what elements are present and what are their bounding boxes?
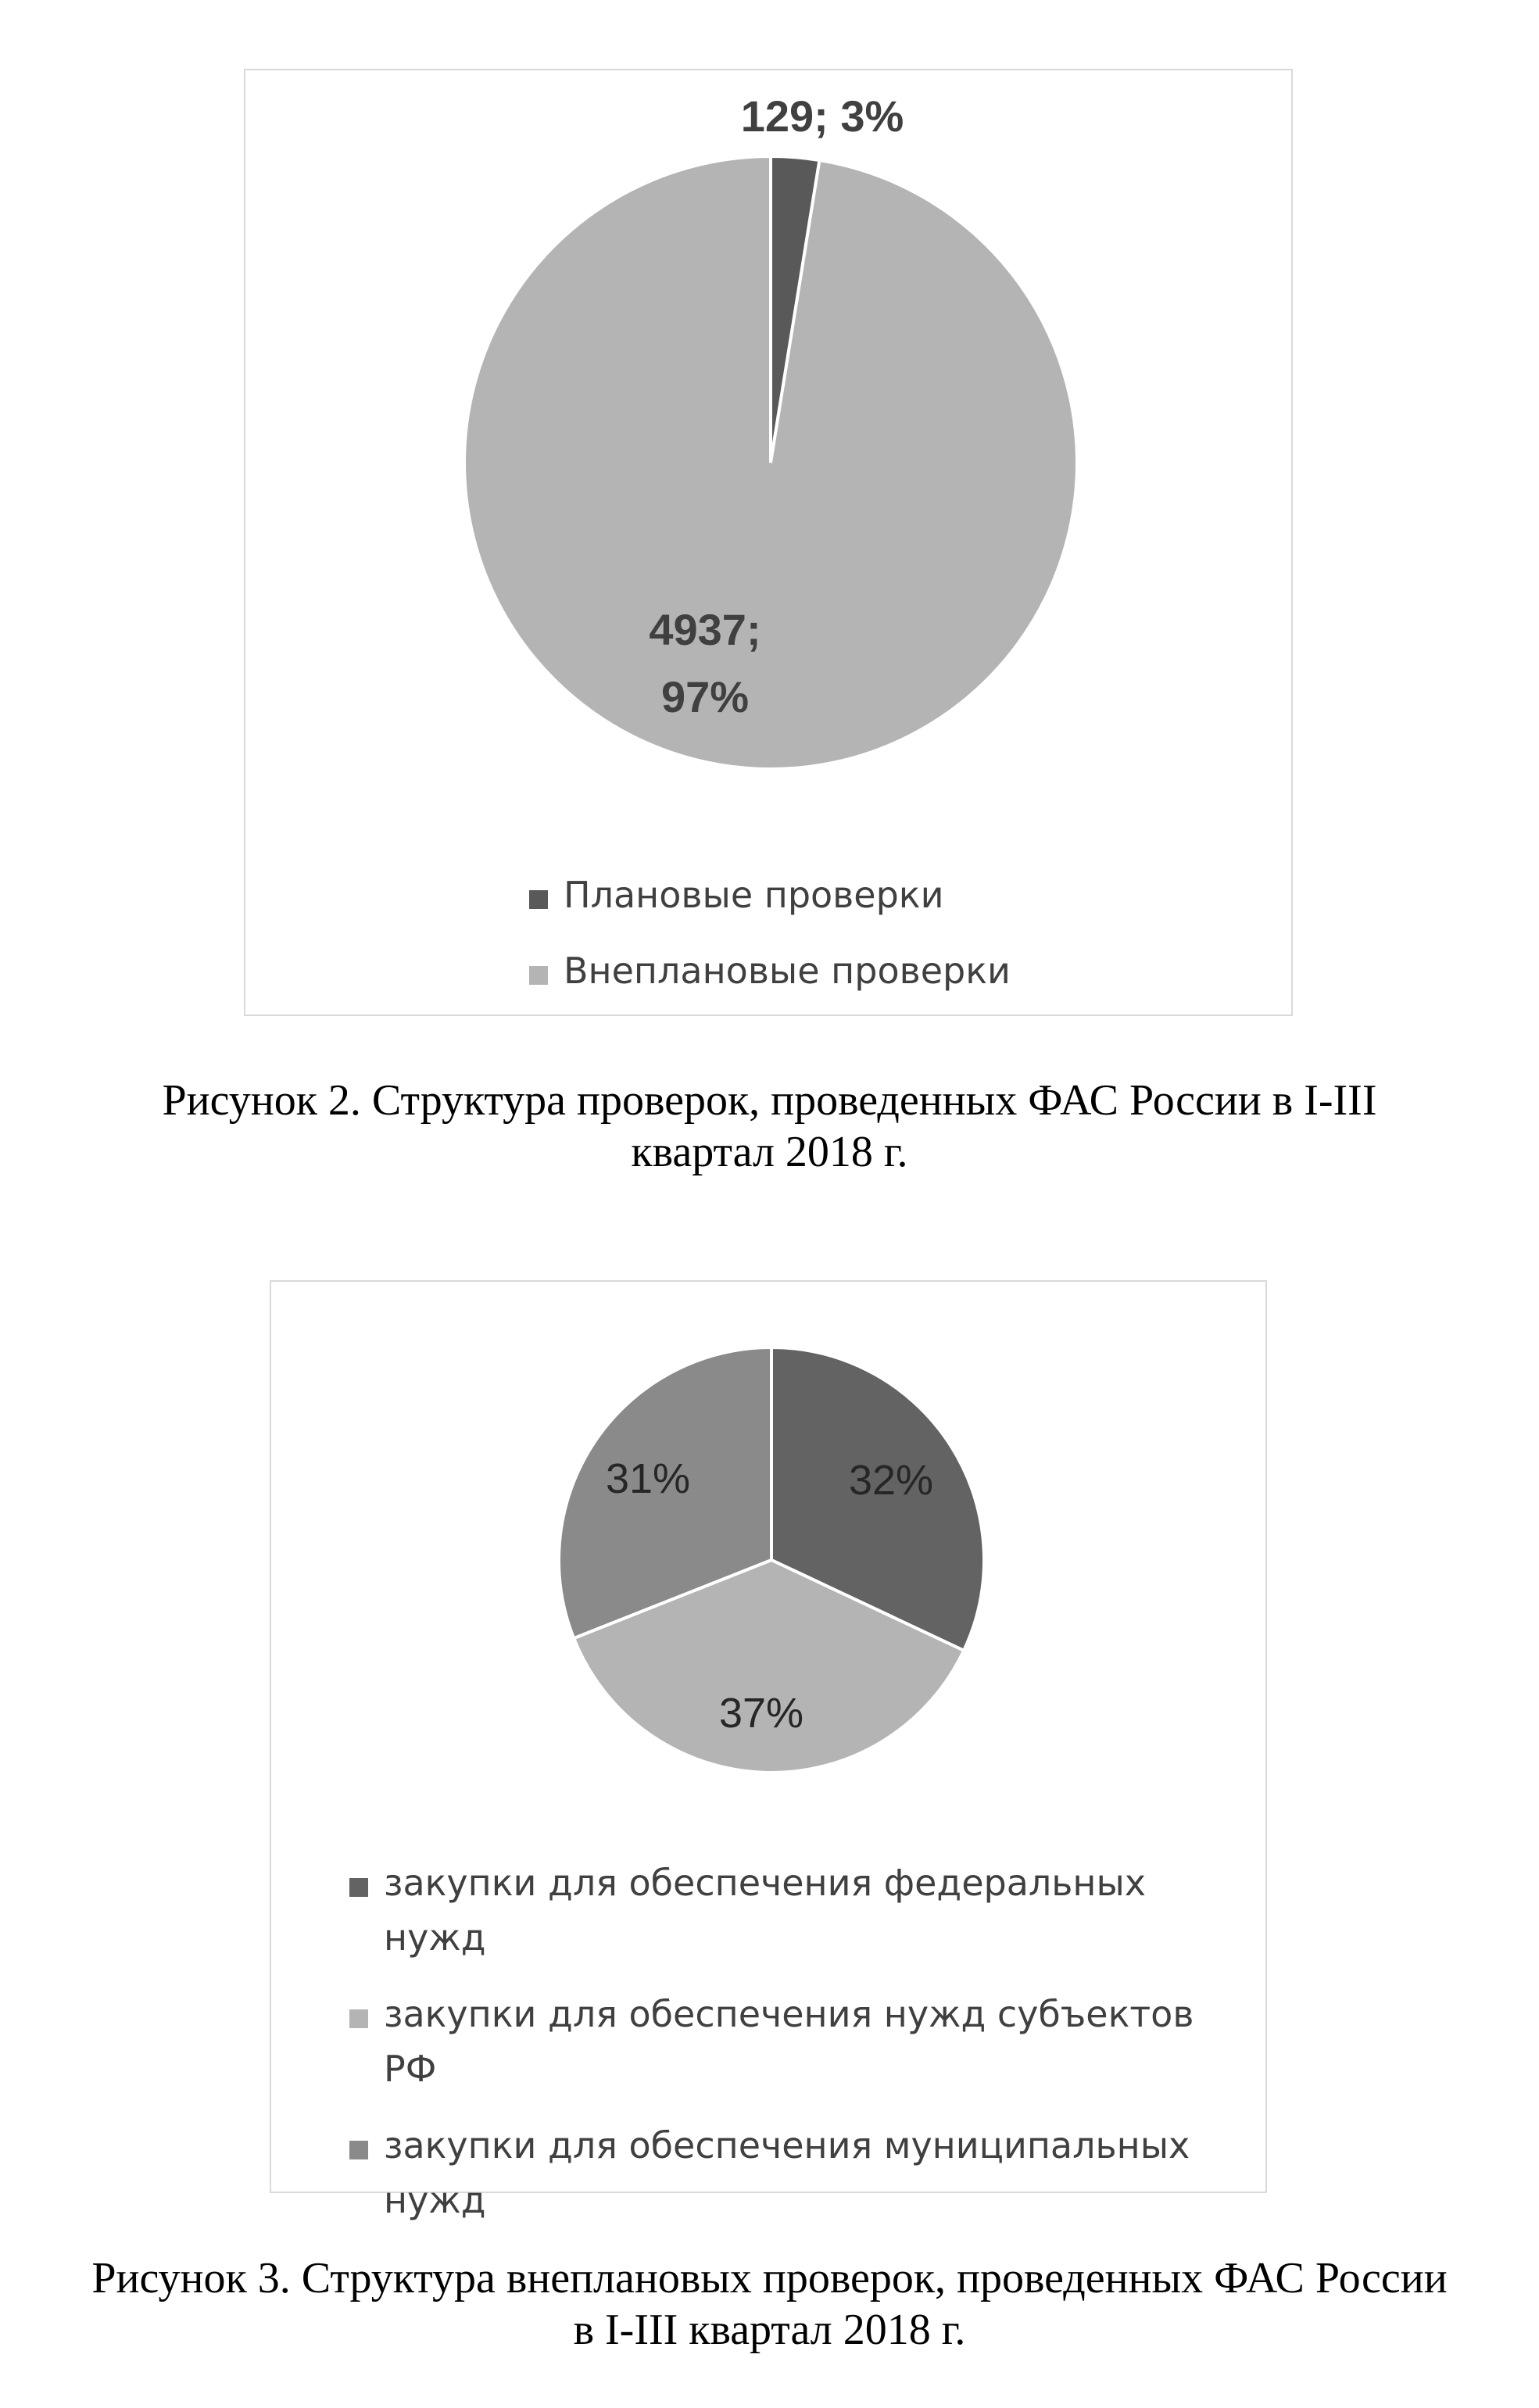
- legend-marker: [529, 890, 548, 909]
- legend-entry: закупки для обеспечения муниципальных нужд: [384, 2124, 1190, 2221]
- data-label: 4937; 97%: [649, 605, 761, 721]
- pie-chart-svg: [245, 70, 1294, 1018]
- legend-entry: закупки для обеспечения федеральных нужд: [384, 1862, 1147, 1959]
- data-label: 31%: [605, 1455, 691, 1502]
- data-label: 37%: [718, 1690, 804, 1737]
- legend-marker: [529, 966, 548, 985]
- pie-chart-svg: [271, 1282, 1269, 2221]
- legend-marker: [349, 2141, 368, 2159]
- caption-line: квартал 2018 г.: [631, 1128, 908, 1176]
- pie-chart-unplanned-inspections: [270, 1280, 1267, 2221]
- legend-entry: Плановые проверки: [564, 874, 944, 916]
- caption-line: в I-III квартал 2018 г.: [573, 2306, 966, 2354]
- legend-entry: Внеплановые проверки: [564, 950, 1011, 992]
- legend-entry: закупки для обеспечения нужд субъектов РФ: [384, 1993, 1194, 2090]
- data-label: 129; 3%: [740, 91, 904, 141]
- figure-3-caption: [0, 2252, 1539, 2356]
- caption-line: Рисунок 3. Структура внеплановых проверок, проведенных ФАС России: [91, 2254, 1448, 2302]
- pie-slice: [464, 156, 1077, 769]
- pie-chart-inspections: [244, 69, 1293, 1016]
- legend-marker: [349, 2009, 368, 2028]
- figure-2-caption: [0, 1075, 1539, 1178]
- legend-marker: [349, 1878, 368, 1897]
- caption-line: Рисунок 2. Структура проверок, проведенных ФАС России в I-III: [162, 1076, 1377, 1125]
- data-label: 32%: [848, 1457, 934, 1504]
